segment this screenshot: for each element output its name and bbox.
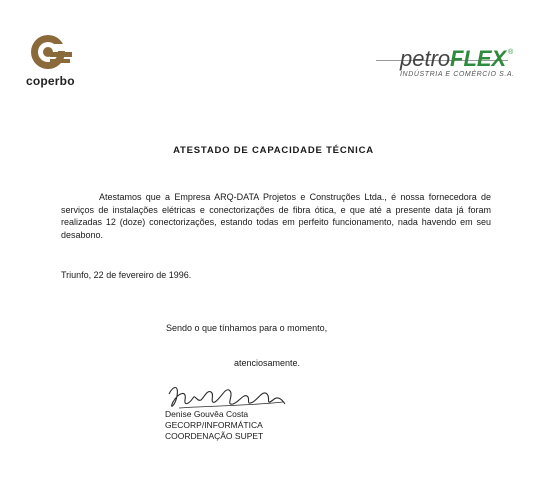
closing-line: Sendo o que tínhamos para o momento, [166, 323, 328, 333]
regards-line: atenciosamente. [234, 358, 301, 368]
coperbo-logo-text: coperbo [26, 74, 75, 88]
petroflex-word-flex: FLEX [450, 46, 507, 71]
signer-coordination: COORDENAÇÃO SUPET [165, 431, 264, 441]
registered-mark: ® [508, 49, 514, 56]
body-paragraph: Atestamos que a Empresa ARQ-DATA Projetos e Construções Ltda., é nossa fornecedora de serviços de instalações elétricas e conectorizações de fibra ótica, e que até a presente data já foram realizadas 12 (doze) conectorizações, estando todas em perfeito funcionamento, nada havendo em seu desabono. [61, 192, 491, 240]
place-date: Triunfo, 22 de fevereiro de 1996. [61, 270, 192, 280]
petroflex-subtitle: INDÚSTRIA E COMÉRCIO S.A. [400, 71, 515, 78]
coperbo-logo-icon [28, 30, 72, 74]
document-title: ATESTADO DE CAPACIDADE TÉCNICA [173, 145, 374, 156]
signer-name: Denise Gouvêa Costa [165, 409, 249, 419]
signer-department: GECORP/INFORMÁTICA [165, 420, 263, 430]
petroflex-word-petro: petro [400, 46, 451, 71]
